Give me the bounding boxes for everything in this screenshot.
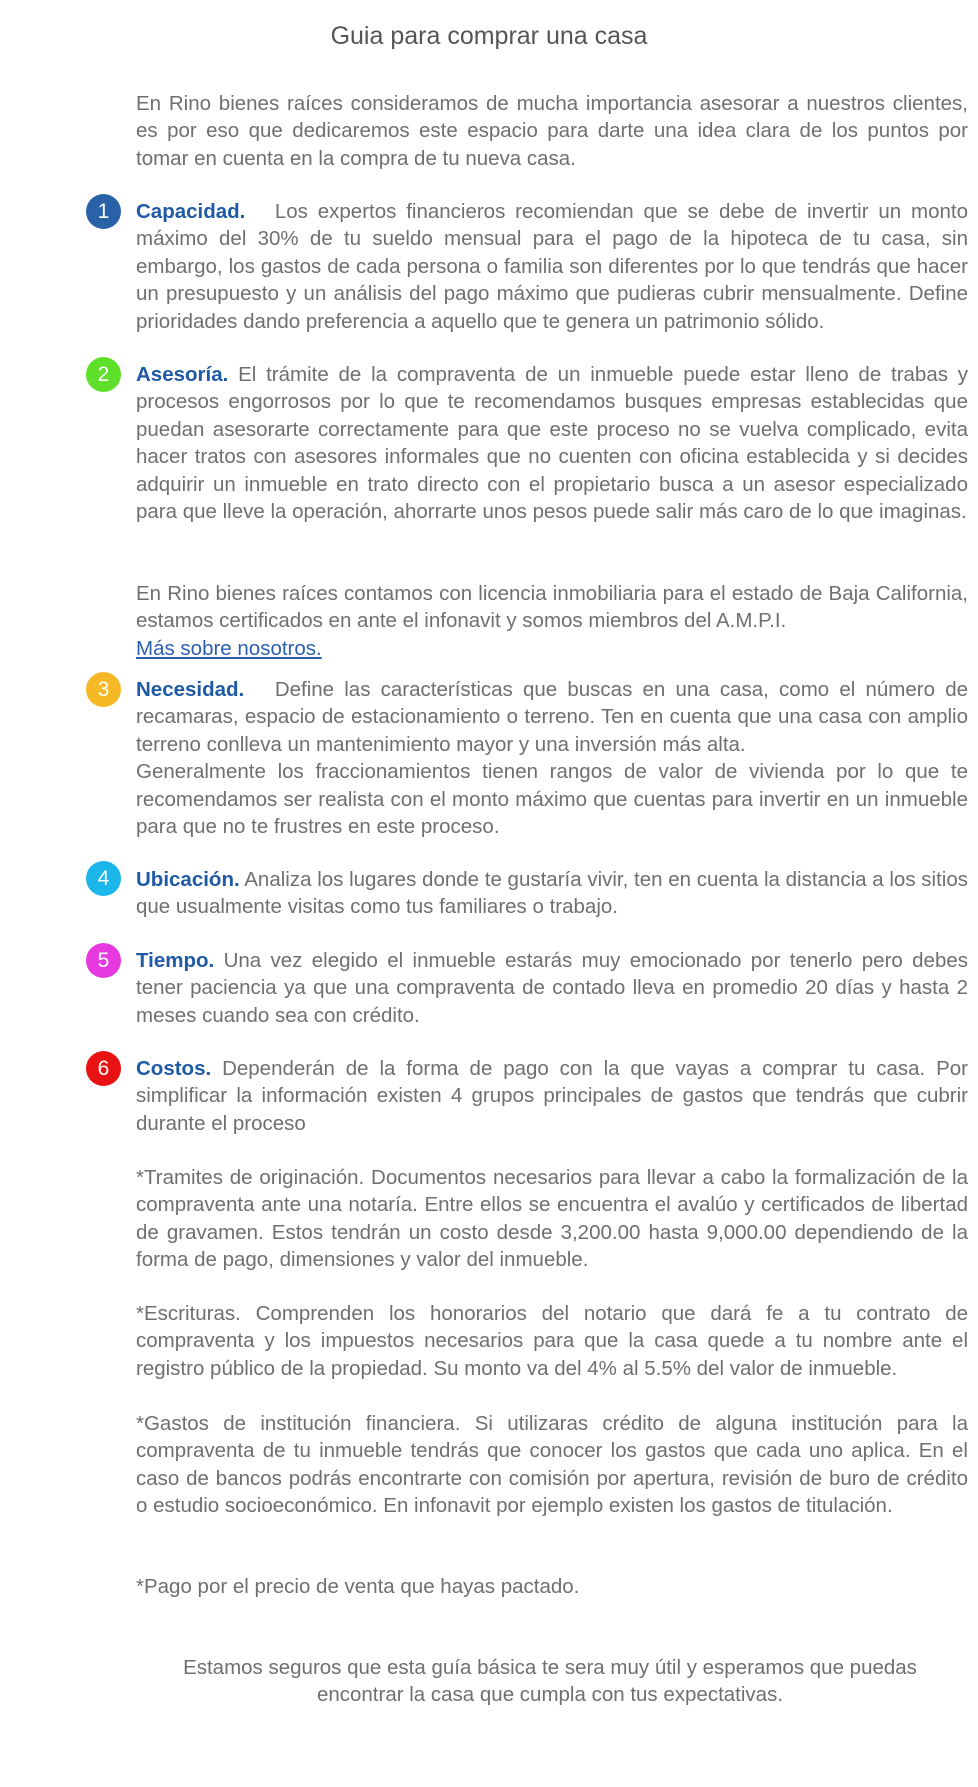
about-paragraph (136, 580, 968, 662)
step-3-heading: Necesidad. (136, 678, 245, 701)
step-6-badge (86, 1051, 121, 1086)
intro-paragraph: En Rino bienes raíces consideramos de mucha importancia asesorar a nuestros clientes, es por eso que dedicaremos este espacio para darte una idea clara de los puntos por tomar en cuenta en la compra de tu nueva casa. (136, 92, 968, 170)
step-3-badge (86, 672, 121, 707)
about-text: En Rino bienes raíces contamos con licencia inmobiliaria para el estado de Baja California, estamos certificados en ante el infonavit y somos miembros del A.M.P.I. (136, 582, 968, 633)
step-3-text: Define las características que buscas en una casa, como el número de recamaras, espacio de estacionamiento o terreno. Ten en cuenta que una casa con amplio terreno conlleva un mantenimiento mayor y una inversión más alta. (136, 678, 968, 756)
step-3-number: 3 (97, 678, 110, 701)
step-4-paragraph (136, 866, 968, 921)
step-5-text: Una vez elegido el inmueble estarás muy emocionado por tenerlo pero debes tener paciencia ya que una compraventa de contado lleva en promedio 20 días y hasta 2 meses cuando sea con crédito. (136, 949, 968, 1027)
step-4-heading: Ubicación. (136, 868, 240, 891)
closing-message: Estamos seguros que esta guía básica te sera muy útil y esperamos que puedas encontrar la casa que cumpla con tus expectativas. (183, 1656, 917, 1707)
step-1-badge (86, 194, 121, 229)
cost-precio: *Pago por el precio de venta que hayas pactado. (136, 1575, 580, 1598)
step-3-text-2: Generalmente los fraccionamientos tienen rangos de valor de vivienda por lo que te recomendamos ser realista con el monto máximo que cuentas para invertir en un inmueble para que no te frustres en este proceso. (136, 760, 968, 839)
step-2-text: El trámite de la compraventa de un inmueble puede estar lleno de trabas y procesos engorrosos por lo que te recomendamos busques empresas establecidas que puedan asesorarte correctamente para que este proceso no se vuelva complicado, evita hacer tratos con asesores informales que no cuenten con oficina establecida y si decides adquirir un inmueble en trato directo con el propietario busca a un asesor especializado para que lleve la operación, ahorrarte unos pesos puede salir más caro de lo que imaginas. (136, 363, 968, 524)
step-6-text: Dependerán de la forma de pago con la que vayas a comprar tu casa. Por simplificar la información existen 4 grupos principales de gastos que tendrás que cubrir durante el proceso (136, 1057, 968, 1135)
page-title: Guia para comprar una casa (330, 22, 648, 50)
step-5-number: 5 (97, 949, 110, 972)
step-6-heading: Costos. (136, 1057, 212, 1080)
step-2-badge (86, 357, 121, 392)
step-4-number: 4 (97, 867, 110, 890)
cost-institucion: *Gastos de institución financiera. Si utilizaras crédito de alguna institución para la compraventa de tu inmueble tendrás que conocer los gastos que cada uno aplica. En el caso de bancos podrás encontrarte con comisión por apertura, revisión de buro de crédito o estudio socioeconómico. En infonavit por ejemplo existen los gastos de titulación. (136, 1412, 968, 1518)
step-1-paragraph (136, 198, 968, 335)
cost-escrituras: *Escrituras. Comprenden los honorarios del notario que dará fe a tu contrato de compraventa y los impuestos necesarios para que la casa quede a tu nombre ante el registro público de la propiedad. Su monto va del 4% al 5.5% del valor de inmueble. (136, 1302, 968, 1380)
step-4-text: Analiza los lugares donde te gustaría vivir, ten en cuenta la distancia a los sitios que usualmente visitas como tus familiares o trabajo. (136, 868, 968, 919)
about-link[interactable]: Más sobre nosotros. (136, 636, 322, 660)
step-6-paragraph (136, 1055, 968, 1137)
step-6-number: 6 (97, 1057, 110, 1080)
step-1-number: 1 (97, 200, 110, 223)
cost-originacion: *Tramites de originación. Documentos necesarios para llevar a cabo la formalización de la compraventa ante una notaría. Entre ellos se encuentra el avalúo y certificados de libertad de gravamen. Estos tendrán un costo desde 3,200.00 hasta 9,000.00 dependiendo de la forma de pago, dimensiones y valor del inmueble. (136, 1166, 968, 1272)
step-5-paragraph (136, 947, 968, 1029)
step-5-badge (86, 943, 121, 978)
step-3-paragraph (136, 676, 968, 840)
step-2-number: 2 (97, 363, 110, 386)
step-5-heading: Tiempo. (136, 949, 215, 972)
step-2-paragraph (136, 361, 968, 525)
step-2-heading: Asesoría. (136, 363, 229, 386)
step-1-heading: Capacidad. (136, 200, 246, 223)
step-4-badge (86, 861, 121, 896)
step-1-text: Los expertos financieros recomiendan que se debe de invertir un monto máximo del 30% de tu sueldo mensual para el pago de la hipoteca de tu casa, sin embargo, los gastos de cada persona o familia son diferentes por lo que tendrás que hacer un presupuesto y un análisis del pago máximo que pudieras cubrir mensualmente. Define prioridades dando preferencia a aquello que te genera un patrimonio sólido. (136, 200, 968, 333)
